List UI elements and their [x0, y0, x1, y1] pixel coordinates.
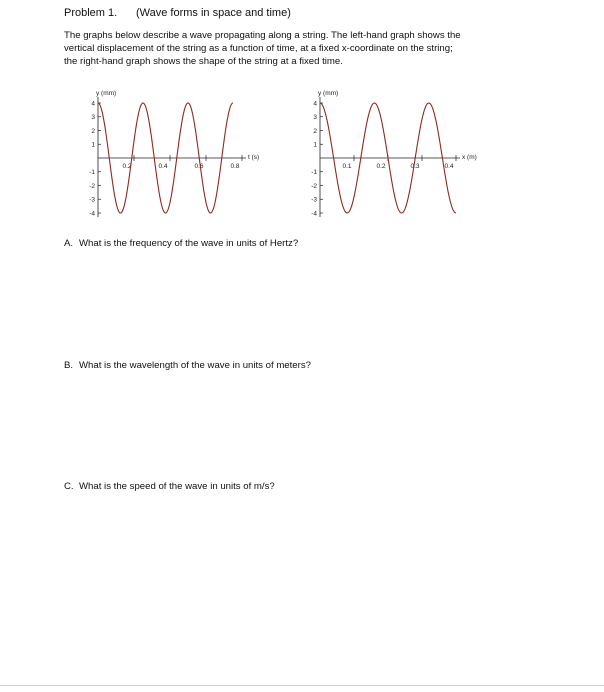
intro-paragraph	[64, 29, 544, 68]
y-tick-label: 1	[313, 141, 317, 149]
y-axis-label: y (mm)	[96, 90, 117, 97]
y-axis-label: y (mm)	[318, 90, 339, 97]
y-tick-label: 4	[313, 100, 317, 108]
y-tick-label: -3	[311, 196, 317, 204]
problem-topic: (Wave forms in space and time)	[136, 7, 291, 19]
x-tick-label: 0.4	[158, 163, 168, 170]
x-axis-label: x (m)	[462, 154, 477, 161]
question-c-text: What is the speed of the wave in units of m/s?	[79, 481, 275, 492]
question-c-label: C.	[64, 481, 74, 492]
y-tick-label: -1	[89, 169, 95, 177]
problem-number: Problem 1.	[64, 7, 118, 19]
y-tick-label: 3	[313, 114, 317, 122]
y-tick-label: -4	[311, 210, 317, 218]
question-b-label: B.	[64, 360, 74, 371]
question-a	[64, 238, 298, 249]
y-tick-label: 3	[91, 114, 95, 122]
y-tick-label: 4	[91, 100, 95, 108]
y-tick-label: -1	[311, 169, 317, 177]
x-tick-label: 0.4	[444, 163, 454, 170]
page-bottom-rule	[0, 685, 604, 686]
y-tick-label: 1	[91, 141, 95, 149]
y-tick-label: -3	[89, 196, 95, 204]
intro-line: vertical displacement of the string as a function of time, at a fixed x-coordinate on the string;	[64, 43, 453, 54]
problem-heading	[64, 7, 291, 19]
space-graph	[300, 84, 490, 224]
question-a-text: What is the frequency of the wave in units of Hertz?	[79, 238, 299, 249]
x-tick-label: 0.6	[194, 163, 204, 170]
y-tick-label: 2	[91, 127, 95, 135]
y-tick-label: -2	[89, 182, 95, 190]
x-tick-label: 0.1	[342, 163, 352, 170]
intro-line: the right-hand graph shows the shape of the string at a fixed time.	[64, 56, 343, 67]
x-tick-label: 0.8	[230, 163, 240, 170]
question-a-label: A.	[64, 238, 74, 249]
y-tick-label: -2	[311, 182, 317, 190]
question-b	[64, 360, 311, 371]
y-tick-label: 2	[313, 127, 317, 135]
y-tick-label: -4	[89, 210, 95, 218]
time-graph	[82, 84, 262, 224]
x-axis-label: t (s)	[248, 154, 260, 161]
intro-line: The graphs below describe a wave propagating along a string. The left-hand graph shows the	[64, 30, 461, 41]
question-c	[64, 481, 275, 492]
x-tick-label: 0.2	[122, 163, 132, 170]
question-b-text: What is the wavelength of the wave in units of meters?	[79, 360, 311, 371]
x-tick-label: 0.3	[410, 163, 420, 170]
x-tick-label: 0.2	[376, 163, 386, 170]
